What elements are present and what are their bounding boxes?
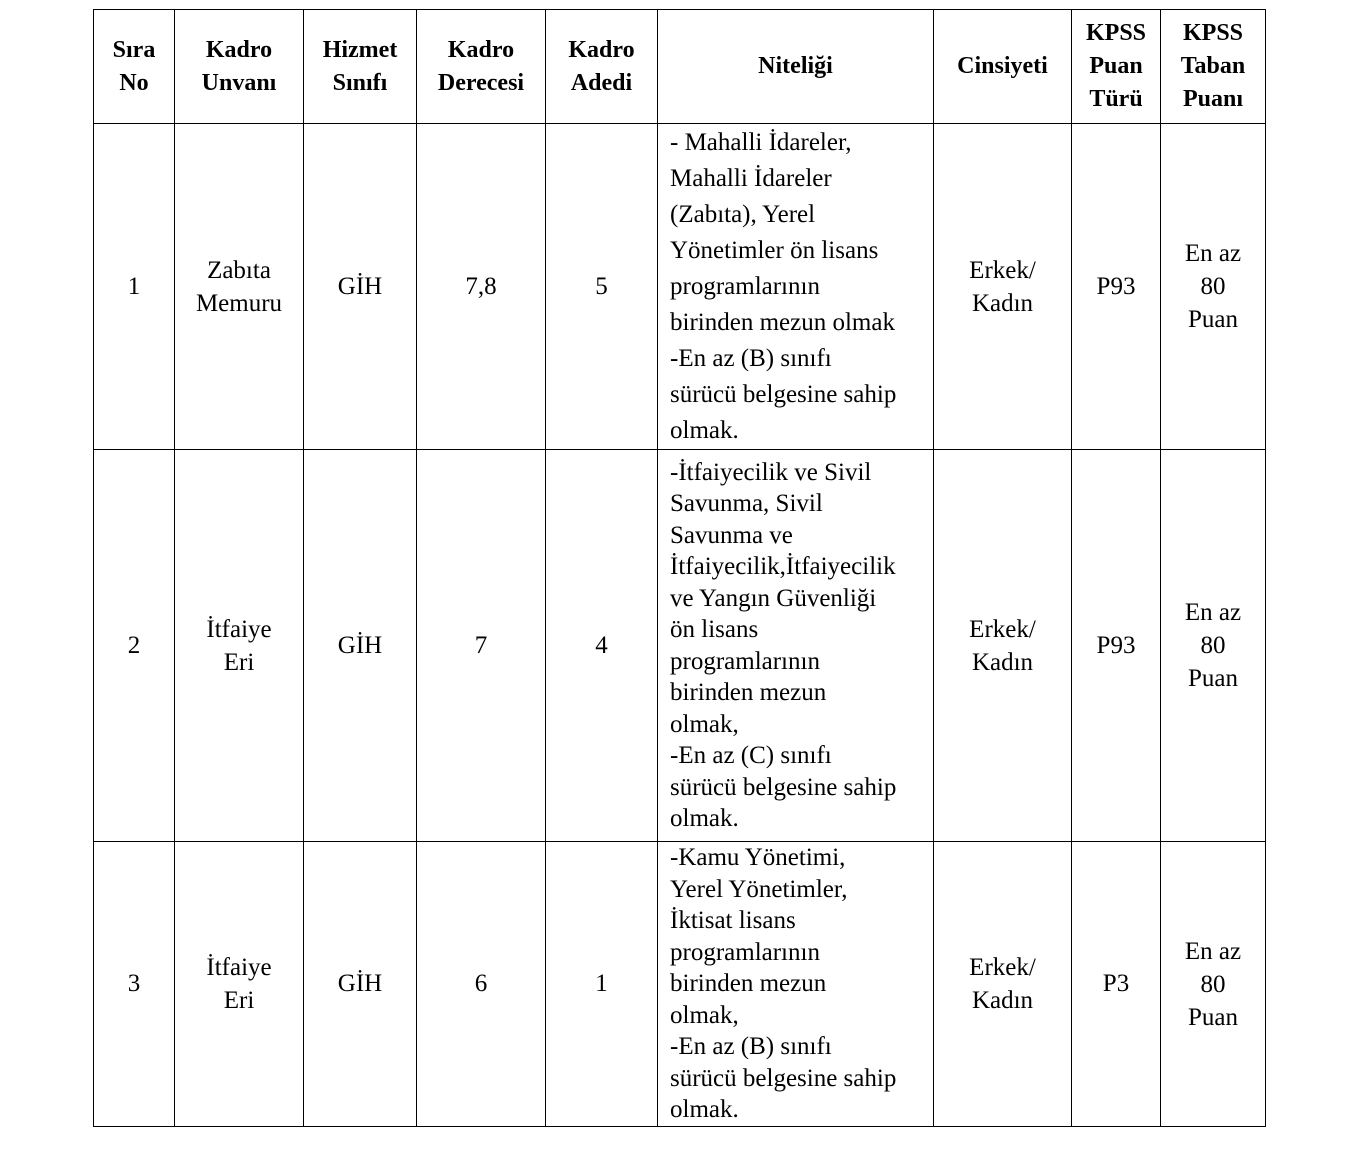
cell-line: olmak. bbox=[670, 805, 739, 832]
cell-kadro-derecesi bbox=[417, 124, 546, 450]
cell-line: Puan bbox=[1188, 665, 1238, 692]
header-kpss-taban-puani: KPSS Taban Puanı bbox=[1161, 10, 1266, 124]
cell-kpss-taban-puani bbox=[1161, 124, 1266, 450]
cell-kpss-puan-turu bbox=[1072, 124, 1161, 450]
cell-cinsiyeti bbox=[934, 842, 1072, 1127]
cell-line: birinden mezun olmak bbox=[670, 308, 895, 336]
cell-line: sürücü belgesine sahip bbox=[670, 1064, 897, 1092]
cell-line: - Mahalli İdareler, bbox=[670, 128, 852, 156]
cell-line: En az bbox=[1184, 937, 1242, 965]
cell-line: En az bbox=[1184, 240, 1242, 267]
cell-line: Puan bbox=[1188, 1003, 1238, 1031]
cell-line: Memuru bbox=[195, 289, 283, 317]
cell-line: Puan bbox=[1188, 306, 1238, 333]
cell-line: birinden mezun bbox=[670, 970, 827, 998]
cell-kadro-adedi bbox=[546, 842, 658, 1127]
cell-hizmet-sinifi bbox=[304, 450, 417, 842]
cell-text: P3 bbox=[1102, 970, 1130, 997]
cell-kadro-unvani bbox=[175, 842, 304, 1127]
cell-text: P93 bbox=[1096, 272, 1136, 300]
cell-line: Kadın bbox=[971, 289, 1034, 317]
cell-niteligi bbox=[658, 842, 934, 1127]
cell-line: -En az (B) sınıfı bbox=[670, 344, 832, 372]
table-row bbox=[94, 842, 1266, 1127]
cell-cinsiyeti bbox=[934, 124, 1072, 450]
cell-kpss-taban-puani bbox=[1161, 842, 1266, 1127]
cell-line: sürücü belgesine sahip bbox=[670, 773, 897, 801]
cell-line: Eri bbox=[223, 987, 255, 1014]
header-kadro-adedi: Kadro Adedi bbox=[546, 10, 658, 124]
cell-line: ve Yangın Güvenliği bbox=[670, 584, 877, 612]
cell-line: Eri bbox=[223, 648, 255, 676]
cell-kadro-unvani bbox=[175, 124, 304, 450]
cell-text: 7 bbox=[474, 631, 488, 659]
cell-line: 80 bbox=[1200, 632, 1226, 659]
cell-text: GİH bbox=[337, 970, 383, 997]
cell-line: Erkek/ bbox=[969, 615, 1036, 643]
cell-line: programlarının bbox=[670, 272, 820, 300]
cell-line: sürücü belgesine sahip bbox=[670, 380, 897, 408]
cell-line: İtfaiyecilik,İtfaiyecilik bbox=[670, 553, 896, 580]
cell-kadro-adedi bbox=[546, 124, 658, 450]
cell-text: GİH bbox=[337, 631, 383, 659]
header-kadro-unvani: Kadro Unvanı bbox=[175, 10, 304, 124]
cell-kpss-puan-turu bbox=[1072, 842, 1161, 1127]
cell-line: (Zabıta), Yerel bbox=[670, 200, 816, 228]
cell-sira-no bbox=[94, 450, 175, 842]
cell-kadro-unvani bbox=[175, 450, 304, 842]
header-row bbox=[94, 10, 1266, 124]
cell-line: 80 bbox=[1200, 970, 1226, 998]
cell-text: 2 bbox=[127, 631, 141, 659]
cell-kpss-puan-turu bbox=[1072, 450, 1161, 842]
table-body bbox=[94, 124, 1266, 1127]
cell-line: 80 bbox=[1200, 273, 1226, 300]
cell-cinsiyeti bbox=[934, 450, 1072, 842]
cell-line: olmak. bbox=[670, 1096, 739, 1124]
cell-sira-no bbox=[94, 842, 175, 1127]
table-row bbox=[94, 450, 1266, 842]
header-hizmet-sinifi: Hizmet Sınıfı bbox=[304, 10, 417, 124]
cell-line: Kadın bbox=[971, 648, 1034, 676]
cell-niteligi bbox=[658, 450, 934, 842]
cell-line: -İtfaiyecilik ve Sivil bbox=[670, 458, 872, 486]
cell-line: İtfaiye bbox=[206, 954, 272, 981]
header-cinsiyeti: Cinsiyeti bbox=[934, 10, 1072, 124]
header-niteligi: Niteliği bbox=[658, 10, 934, 124]
cell-text: 1 bbox=[127, 272, 141, 300]
cell-line: programlarının bbox=[670, 647, 820, 675]
cell-niteligi bbox=[658, 124, 934, 450]
cell-line: olmak, bbox=[670, 1001, 739, 1029]
header-kadro-derecesi: Kadro Derecesi bbox=[417, 10, 546, 124]
cell-hizmet-sinifi bbox=[304, 842, 417, 1127]
cell-kpss-taban-puani bbox=[1161, 450, 1266, 842]
cell-line: birinden mezun bbox=[670, 679, 827, 706]
cell-line: Savunma ve bbox=[670, 521, 793, 549]
cell-text: 6 bbox=[474, 970, 488, 997]
cell-line: ön lisans bbox=[670, 616, 759, 643]
cell-kadro-derecesi bbox=[417, 842, 546, 1127]
cell-kadro-adedi bbox=[546, 450, 658, 842]
cell-kadro-derecesi bbox=[417, 450, 546, 842]
header-kpss-puan-turu: KPSS Puan Türü bbox=[1072, 10, 1161, 124]
cell-sira-no bbox=[94, 124, 175, 450]
cell-text: P93 bbox=[1096, 631, 1136, 659]
cell-text: 3 bbox=[127, 970, 141, 997]
cell-line: olmak. bbox=[670, 416, 739, 444]
cell-line: Erkek/ bbox=[969, 256, 1036, 284]
cell-line: Yerel Yönetimler, bbox=[670, 875, 848, 903]
cell-hizmet-sinifi bbox=[304, 124, 417, 450]
table-row bbox=[94, 124, 1266, 450]
cell-line: programlarının bbox=[670, 938, 820, 966]
cell-text: 1 bbox=[595, 970, 608, 997]
cell-line: Mahalli İdareler bbox=[670, 164, 832, 192]
cell-line: Erkek/ bbox=[969, 954, 1036, 981]
cell-line: -En az (C) sınıfı bbox=[670, 742, 832, 769]
cell-line: Zabıta bbox=[207, 256, 271, 284]
cell-line: -Kamu Yönetimi, bbox=[670, 844, 846, 872]
kadro-table bbox=[93, 9, 1266, 1127]
cell-text: 5 bbox=[595, 272, 608, 300]
cell-text: 7,8 bbox=[465, 272, 497, 300]
cell-text: GİH bbox=[337, 272, 383, 300]
cell-line: En az bbox=[1184, 599, 1242, 626]
cell-line: İtfaiye bbox=[206, 615, 272, 643]
cell-line: Yönetimler ön lisans bbox=[670, 236, 879, 264]
header-sira-no: Sıra No bbox=[94, 10, 175, 124]
cell-line: Savunma, Sivil bbox=[670, 490, 823, 517]
cell-text: 4 bbox=[595, 631, 608, 659]
cell-line: olmak, bbox=[670, 710, 739, 738]
cell-line: İktisat lisans bbox=[670, 907, 796, 935]
cell-line: Kadın bbox=[971, 987, 1034, 1014]
cell-line: -En az (B) sınıfı bbox=[670, 1033, 832, 1061]
